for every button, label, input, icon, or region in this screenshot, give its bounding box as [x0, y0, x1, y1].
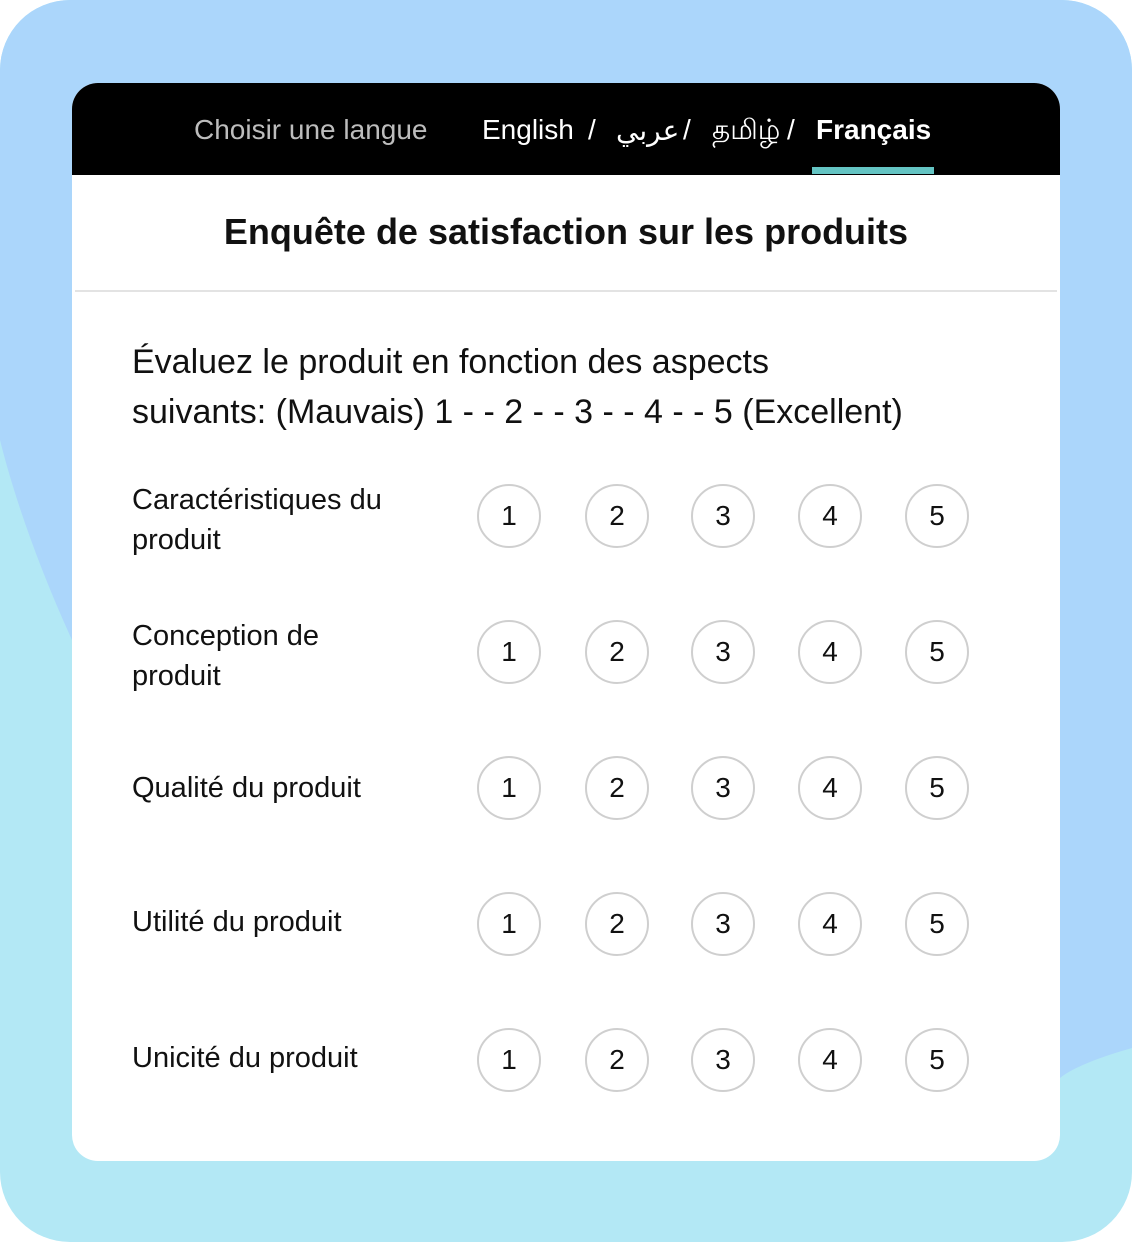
rating-option-5[interactable]: 5 [905, 756, 969, 820]
rating-option-1[interactable]: 1 [477, 484, 541, 548]
rating-option-3[interactable]: 3 [691, 892, 755, 956]
rating-option-5[interactable]: 5 [905, 892, 969, 956]
row-label-line: Conception de [132, 620, 320, 652]
rating-option-2[interactable]: 2 [585, 620, 649, 684]
rating-option-2[interactable]: 2 [585, 484, 649, 548]
language-bar [72, 83, 1060, 175]
row-label [132, 768, 442, 808]
rating-option-4[interactable]: 4 [798, 892, 862, 956]
rating-option-4[interactable]: 4 [798, 1028, 862, 1092]
row-label-line: Utilité du produit [132, 906, 342, 938]
rating-option-1[interactable]: 1 [477, 756, 541, 820]
row-label-line: Qualité du produit [132, 772, 361, 804]
language-option-french[interactable]: Français [816, 114, 932, 145]
language-prompt: Choisir une langue [194, 114, 428, 145]
rating-row-design [72, 620, 1060, 690]
language-separator: / [588, 114, 596, 145]
rating-row-quality [72, 756, 1060, 826]
rating-option-2[interactable]: 2 [585, 756, 649, 820]
active-language-indicator [812, 167, 934, 174]
rating-option-1[interactable]: 1 [477, 620, 541, 684]
row-label-line: Unicité du produit [132, 1042, 358, 1074]
rating-option-3[interactable]: 3 [691, 1028, 755, 1092]
rating-row-uniqueness [72, 1028, 1060, 1098]
language-option-tamil[interactable]: தமிழ் [712, 114, 781, 145]
language-separator: / [787, 114, 795, 145]
survey-card [72, 83, 1060, 1161]
survey-title: Enquête de satisfaction sur les produits [223, 211, 909, 252]
rating-option-2[interactable]: 2 [585, 1028, 649, 1092]
rating-row-utility [72, 892, 1060, 962]
instruction-line-2: suivants: (Mauvais) 1 - - 2 - - 3 - - 4 - - 5 (Excellent) [132, 393, 903, 431]
rating-option-5[interactable]: 5 [905, 620, 969, 684]
language-option-english[interactable]: English [482, 114, 574, 145]
rating-option-4[interactable]: 4 [798, 484, 862, 548]
rating-option-4[interactable]: 4 [798, 620, 862, 684]
rating-option-1[interactable]: 1 [477, 1028, 541, 1092]
rating-option-5[interactable]: 5 [905, 1028, 969, 1092]
rating-row-features [72, 484, 1060, 554]
rating-option-3[interactable]: 3 [691, 484, 755, 548]
rating-option-4[interactable]: 4 [798, 756, 862, 820]
row-label-line: produit [132, 524, 221, 556]
row-label-line: produit [132, 660, 221, 692]
row-label [132, 616, 442, 696]
row-label [132, 1038, 442, 1078]
row-label-line: Caractéristiques du [132, 484, 382, 516]
rating-instruction [132, 337, 1032, 437]
rating-option-2[interactable]: 2 [585, 892, 649, 956]
language-option-arabic[interactable]: عربي [616, 115, 680, 146]
rating-option-1[interactable]: 1 [477, 892, 541, 956]
instruction-line-1: Évaluez le produit en fonction des aspects [132, 343, 769, 381]
rating-option-3[interactable]: 3 [691, 756, 755, 820]
rating-option-3[interactable]: 3 [691, 620, 755, 684]
language-separator: / [683, 114, 691, 145]
rating-option-5[interactable]: 5 [905, 484, 969, 548]
title-divider [75, 290, 1057, 292]
row-label [132, 480, 442, 560]
row-label [132, 902, 442, 942]
